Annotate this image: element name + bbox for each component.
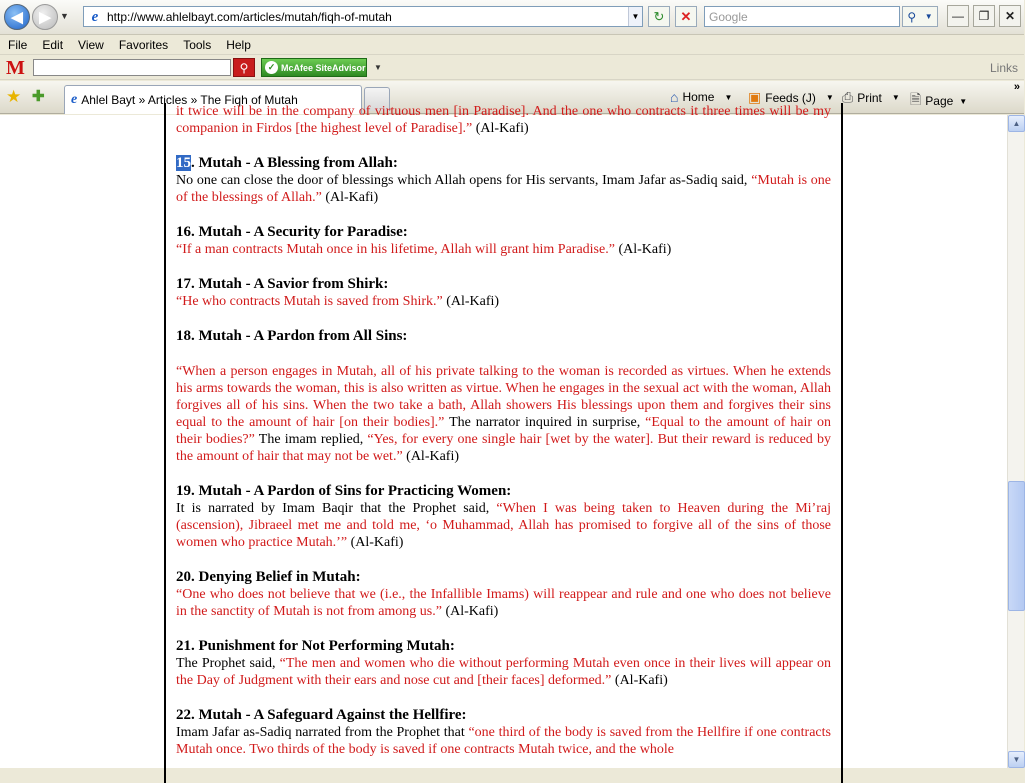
selected-text: 15 <box>176 155 191 171</box>
section-18 <box>176 328 831 465</box>
ie-page-icon: e <box>91 8 99 25</box>
quote-text: “one third of the body is saved from the Hellfire if one contracts Mutah once. Two thirds of the body is saved if one contracts Mutah twice, and the whole <box>176 725 831 757</box>
quote-text: “He who contracts Mutah is saved from Shirk.” <box>176 294 443 309</box>
source-text: (Al-Kafi) <box>611 673 668 688</box>
minimize-button[interactable] <box>947 5 969 27</box>
source-text: (Al-Kafi) <box>442 294 500 309</box>
rss-icon: ▣ <box>748 89 762 105</box>
address-toolbar <box>0 0 1024 35</box>
favorites-star-icon[interactable]: ★ <box>6 87 22 106</box>
arrow-down-icon: ▼ <box>1012 755 1021 764</box>
back-arrow-icon: ◀ <box>11 9 23 26</box>
home-label: Home <box>682 90 715 104</box>
history-dropdown-icon[interactable]: ▼ <box>60 11 69 21</box>
refresh-button[interactable] <box>648 6 670 27</box>
page-label: Page <box>925 94 954 108</box>
url-dropdown-icon[interactable]: ▼ <box>628 7 642 26</box>
quote-text: “Yes, for every one single hair [wet by the water]. But their reward is reduced by the amount of hair that may not be wet.” <box>176 432 831 464</box>
page-viewport <box>0 104 1007 768</box>
refresh-icon: ↻ <box>653 8 665 24</box>
forward-arrow-icon: ▶ <box>39 9 51 26</box>
quote-text: “When a person engages in Mutah, all of his private talking to the woman is recorded as virtues. When he extends his arms towards the woman, this is also written as virtue. When he engages in the sexual act with the woman, Allah forgives all of his sins. When the two take a bath, Allah showers His blessings upon them and forgives their sins equal to the amount of hair [on their bodies].” <box>176 364 831 430</box>
section-heading <box>176 155 831 172</box>
check-icon: ✓ <box>265 61 278 74</box>
mcafee-siteadvisor-button[interactable] <box>261 58 367 77</box>
scroll-down-button[interactable] <box>1008 751 1025 768</box>
source-text: (Al-Kafi) <box>472 121 529 136</box>
section-heading: 21. Punishment for Not Performing Mutah: <box>176 638 455 654</box>
links-label[interactable]: Links <box>989 61 1018 75</box>
section-text <box>176 293 831 310</box>
quote-text: “Equal to the amount of hair on their bodies?” <box>176 415 831 447</box>
minimize-icon: — <box>952 9 964 23</box>
intro-paragraph <box>176 103 831 137</box>
mcafee-toolbar <box>0 56 1024 80</box>
section-22 <box>176 707 831 758</box>
section-19 <box>176 483 831 551</box>
close-window-button[interactable] <box>999 5 1021 27</box>
scroll-up-button[interactable] <box>1008 115 1025 132</box>
toolbar-search-button[interactable] <box>233 58 255 77</box>
menu-view[interactable]: View <box>78 37 104 52</box>
stop-button[interactable] <box>675 6 697 27</box>
section-text <box>176 586 831 620</box>
source-text: (Al-Kafi) <box>321 190 379 205</box>
section-20 <box>176 569 831 620</box>
search-input[interactable]: Google <box>704 6 900 27</box>
quote-text: “Mutah is one of the blessings of Allah.” <box>176 173 831 205</box>
menu-help[interactable]: Help <box>226 37 251 52</box>
narration-text: The imam replied, <box>254 432 368 447</box>
section-15 <box>176 155 831 206</box>
section-text <box>176 655 831 689</box>
search-icon: ⚲ <box>907 9 917 24</box>
page-dropdown-icon[interactable]: ▼ <box>959 96 968 106</box>
page-button[interactable] <box>910 89 967 113</box>
search-icon: ⚲ <box>239 60 249 75</box>
tab-label: Ahlel Bayt » Articles » The Fiqh of Mutah <box>81 93 298 107</box>
section-21 <box>176 638 831 689</box>
stop-icon: ✕ <box>680 8 692 24</box>
section-heading: 22. Mutah - A Safeguard Against the Hellfire: <box>176 707 467 723</box>
section-text <box>176 363 831 465</box>
section-text <box>176 241 831 258</box>
print-label: Print <box>857 90 882 105</box>
section-16 <box>176 224 831 258</box>
print-dropdown-icon[interactable]: ▼ <box>891 93 900 102</box>
address-bar[interactable] <box>83 6 643 27</box>
page-icon: 🗎 <box>910 91 922 107</box>
section-17 <box>176 276 831 310</box>
ie-page-icon: e <box>71 92 78 107</box>
section-heading: 16. Mutah - A Security for Paradise: <box>176 224 408 240</box>
arrow-up-icon: ▲ <box>1012 119 1021 128</box>
source-text: (Al-Kafi) <box>441 604 499 619</box>
heading-text: . Mutah - A Blessing from Allah: <box>191 155 398 171</box>
section-text <box>176 500 831 551</box>
section-heading: 19. Mutah - A Pardon of Sins for Practicing Women: <box>176 483 512 499</box>
printer-icon: ⎙ <box>842 89 854 105</box>
menu-bar <box>0 35 1024 55</box>
vertical-scrollbar[interactable] <box>1007 115 1024 768</box>
add-favorite-icon[interactable]: ✚ <box>32 88 45 105</box>
mcafee-logo-icon[interactable]: M <box>6 57 25 79</box>
close-icon: ✕ <box>1004 9 1016 23</box>
quote-text: “When I was being taken to Heaven during the Mi’raj (ascension), Jibraeel met me and told me, ‘o Muhammad, Allah has promised to forgive all of the sins of those women who practice Mutah.’” <box>176 501 831 550</box>
feeds-dropdown-icon[interactable]: ▼ <box>825 93 834 102</box>
print-button[interactable] <box>842 89 900 106</box>
narration-text: The narrator inquired in surprise, <box>444 415 646 430</box>
narration-text: It is narrated by Imam Baqir that the Prophet said, <box>176 501 497 516</box>
forward-button[interactable] <box>32 4 58 30</box>
section-heading: 18. Mutah - A Pardon from All Sins: <box>176 328 408 344</box>
section-heading: 17. Mutah - A Savior from Shirk: <box>176 276 389 292</box>
section-text <box>176 172 831 206</box>
quote-text: “If a man contracts Mutah once in his lifetime, Allah will grant him Paradise.” <box>176 242 615 257</box>
toolbar-dropdown-icon[interactable]: ▼ <box>374 63 382 72</box>
source-text: (Al-Kafi) <box>614 242 672 257</box>
section-text <box>176 724 831 758</box>
menu-favorites[interactable]: Favorites <box>118 37 169 52</box>
more-commands-icon[interactable]: » <box>1013 81 1020 93</box>
menu-tools[interactable]: Tools <box>183 37 212 52</box>
home-icon: ⌂ <box>670 89 679 105</box>
toolbar-search-input[interactable] <box>33 59 231 76</box>
quote-text: it twice will be in the company of virtuous men [in Paradise]. And the one who contracts it three times will be my companion in Firdos [the highest level of Paradise].” <box>176 104 831 136</box>
restore-button[interactable] <box>973 5 995 27</box>
quote-text: “The men and women who die without performing Mutah even once in their lives will appear on the Day of Judgment with their ears and nose cut and [their faces] deformed.” <box>176 656 831 688</box>
home-dropdown-icon[interactable]: ▼ <box>724 92 733 102</box>
mcafee-label: McAfee SiteAdvisor <box>281 62 366 73</box>
menu-edit[interactable]: Edit <box>42 37 64 52</box>
narration-text: No one can close the door of blessings which Allah opens for His servants, Imam Jafar as-Sadiq said, <box>176 173 752 188</box>
source-text: (Al-Kafi) <box>347 535 404 550</box>
back-button[interactable] <box>4 4 30 30</box>
restore-icon: ❐ <box>978 9 990 23</box>
feeds-label: Feeds (J) <box>765 90 816 105</box>
quote-text: “One who does not believe that we (i.e., the Infallible Imams) will reappear and rule and one who does not believe in the sanctity of Mutah is not from among us.” <box>176 587 831 619</box>
source-text: (Al-Kafi) <box>402 449 460 464</box>
scroll-thumb[interactable] <box>1008 481 1025 611</box>
narration-text: Imam Jafar as-Sadiq narrated from the Prophet that <box>176 725 469 740</box>
search-button[interactable] <box>902 6 938 27</box>
article-body <box>164 103 843 783</box>
url-text[interactable]: http://www.ahlelbayt.com/articles/mutah/fiqh-of-mutah <box>107 9 392 24</box>
section-heading: 20. Denying Belief in Mutah: <box>176 569 361 585</box>
narration-text: The Prophet said, <box>176 656 280 671</box>
menu-file[interactable]: File <box>8 37 28 52</box>
search-options-icon[interactable]: ▼ <box>924 12 933 21</box>
